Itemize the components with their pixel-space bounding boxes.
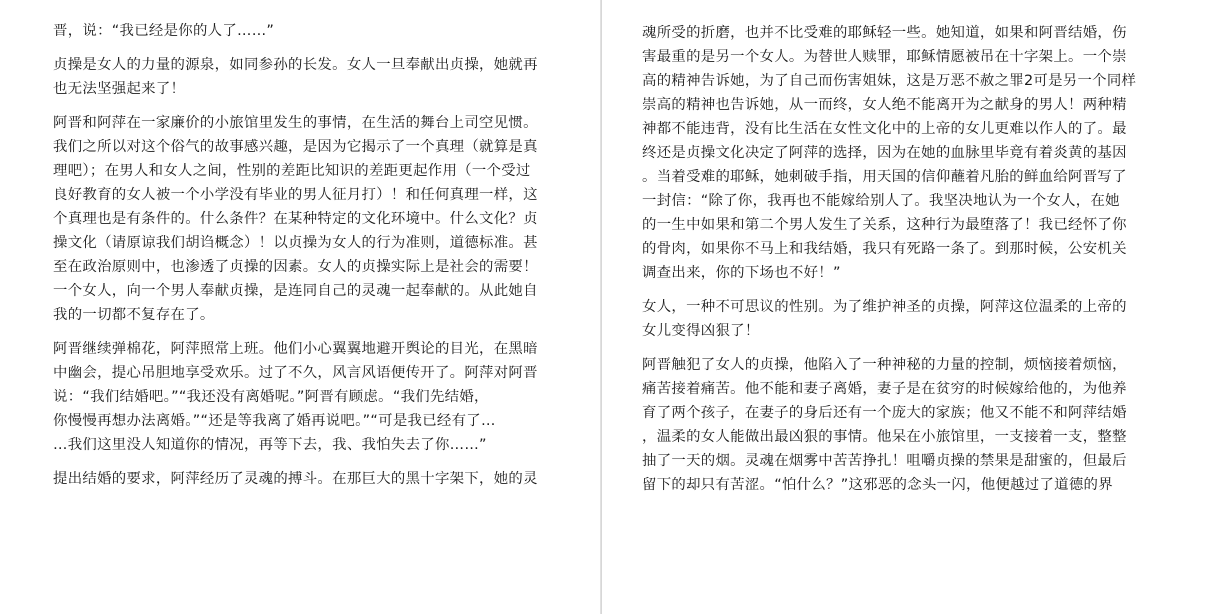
text-line: 阿晋和阿萍在一家廉价的小旅馆里发生的事情，在生活的舞台上司空见惯。 xyxy=(53,115,538,131)
text-line: 阿晋继续弹棉花，阿萍照常上班。他们小心翼翼地避开舆论的目光，在黑暗 xyxy=(53,341,538,357)
text-line: 的一生中如果和第二个男人发生了关系，这种行为最堕落了！我已经怀了你 xyxy=(642,217,1127,233)
text-line: 至在政治原则中，也渗透了贞操的因素。女人的贞操实际上是社会的需要！ xyxy=(53,259,538,275)
text-line: 的骨肉，如果你不马上和我结婚，我只有死路一条了。到那时候，公安机关 xyxy=(642,241,1127,257)
text-line: 中幽会，提心吊胆地享受欢乐。过了不久，风言风语便传开了。阿萍对阿晋 xyxy=(53,365,538,381)
text-line: …我们这里没人知道你的情况，再等下去，我、我怕失去了你……” xyxy=(53,437,487,453)
text-line: 我的一切都不复存在了。 xyxy=(53,307,215,323)
text-line: 我们之所以对这个俗气的故事感兴趣，是因为它揭示了一个真理（就算是真 xyxy=(53,139,538,155)
text-line: 个真理也是有条件的。什么条件？在某种特定的文化环境中。什么文化？贞 xyxy=(53,211,538,227)
paragraph xyxy=(53,111,600,327)
text-line: 晋，说：“我已经是你的人了……” xyxy=(53,23,275,39)
paragraph xyxy=(53,19,600,43)
paragraph xyxy=(642,21,1210,285)
text-line: 你慢慢再想办法离婚。”“还是等我离了婚再说吧。”“可是我已经有了… xyxy=(53,413,496,429)
text-line: 良好教育的女人被一个小学没有毕业的男人征月打）！和任何真理一样，这 xyxy=(53,187,538,203)
text-line: 女人，一种不可思议的性别。为了维护神圣的贞操，阿萍这位温柔的上帝的 xyxy=(642,299,1127,315)
text-line: 高的精神告诉她，为了自己而伤害姐妹，这是万恶不赦之罪2可是另一个同样 xyxy=(642,73,1137,89)
text-line: ，温柔的女人能做出最凶狠的事情。他呆在小旅馆里，一支接着一支，整整 xyxy=(642,429,1127,445)
text-line: 。当着受难的耶稣，她刺破手指，用天国的信仰蘸着凡胎的鲜血给阿晋写了 xyxy=(642,169,1127,185)
paragraph xyxy=(53,337,600,457)
text-line: 调查出来，你的下场也不好！” xyxy=(642,265,841,281)
paragraph xyxy=(53,467,600,491)
text-line: 提出结婚的要求，阿萍经历了灵魂的搏斗。在那巨大的黑十字架下，她的灵 xyxy=(53,471,538,487)
text-line: 理吧）；在男人和女人之间，性别的差距比知识的差距更起作用（一个受过 xyxy=(53,163,531,179)
text-line: 抽了一天的烟。灵魂在烟雾中苦苦挣扎！咀嚼贞操的禁果是甜蜜的，但最后 xyxy=(642,453,1127,469)
text-line: 一个女人，向一个男人奉献贞操，是连同自己的灵魂一起奉献的。从此她自 xyxy=(53,283,538,299)
text-line: 说：“我们结婚吧。”“我还没有离婚呢。”阿晋有顾虑。“我们先结婚， xyxy=(53,389,489,405)
paragraph xyxy=(642,295,1210,343)
right-page xyxy=(602,0,1210,614)
text-line: 崇高的精神也告诉她，从一而终，女人绝不能离开为之献身的男人！两种精 xyxy=(642,97,1127,113)
text-line: 育了两个孩子，在妻子的身后还有一个庞大的家族；他又不能不和阿萍结婚 xyxy=(642,405,1127,421)
text-line: 魂所受的折磨，也并不比受难的耶稣轻一些。她知道，如果和阿晋结婚，伤 xyxy=(642,25,1127,41)
left-page xyxy=(0,0,600,614)
text-line: 女儿变得凶狠了！ xyxy=(642,323,760,339)
text-line: 害最重的是另一个女人。为替世人赎罪，耶稣情愿被吊在十字架上。一个崇 xyxy=(642,49,1127,65)
paragraph xyxy=(53,53,600,101)
text-line: 一封信：“除了你，我再也不能嫁给别人了。我坚决地认为一个女人，在她 xyxy=(642,193,1120,209)
paragraph xyxy=(642,353,1210,497)
text-line: 神都不能违背，没有比生活在女性文化中的上帝的女儿更难以作人的了。最 xyxy=(642,121,1127,137)
text-line: 也无法坚强起来了！ xyxy=(53,81,186,97)
text-line: 阿晋触犯了女人的贞操，他陷入了一种神秘的力量的控制，烦恼接着烦恼， xyxy=(642,357,1127,373)
text-line: 操文化（请原谅我们胡诌概念）！以贞操为女人的行为准则，道德标准。甚 xyxy=(53,235,538,251)
text-line: 贞操是女人的力量的源泉，如同参孙的长发。女人一旦奉献出贞操，她就再 xyxy=(53,57,538,73)
text-line: 留下的却只有苦涩。“怕什么？”这邪恶的念头一闪，他便越过了道德的界 xyxy=(642,477,1113,493)
text-line: 痛苦接着痛苦。他不能和妻子离婚，妻子是在贫穷的时候嫁给他的，为他养 xyxy=(642,381,1127,397)
text-line: 终还是贞操文化决定了阿萍的选择，因为在她的血脉里毕竟有着炎黄的基因 xyxy=(642,145,1127,161)
